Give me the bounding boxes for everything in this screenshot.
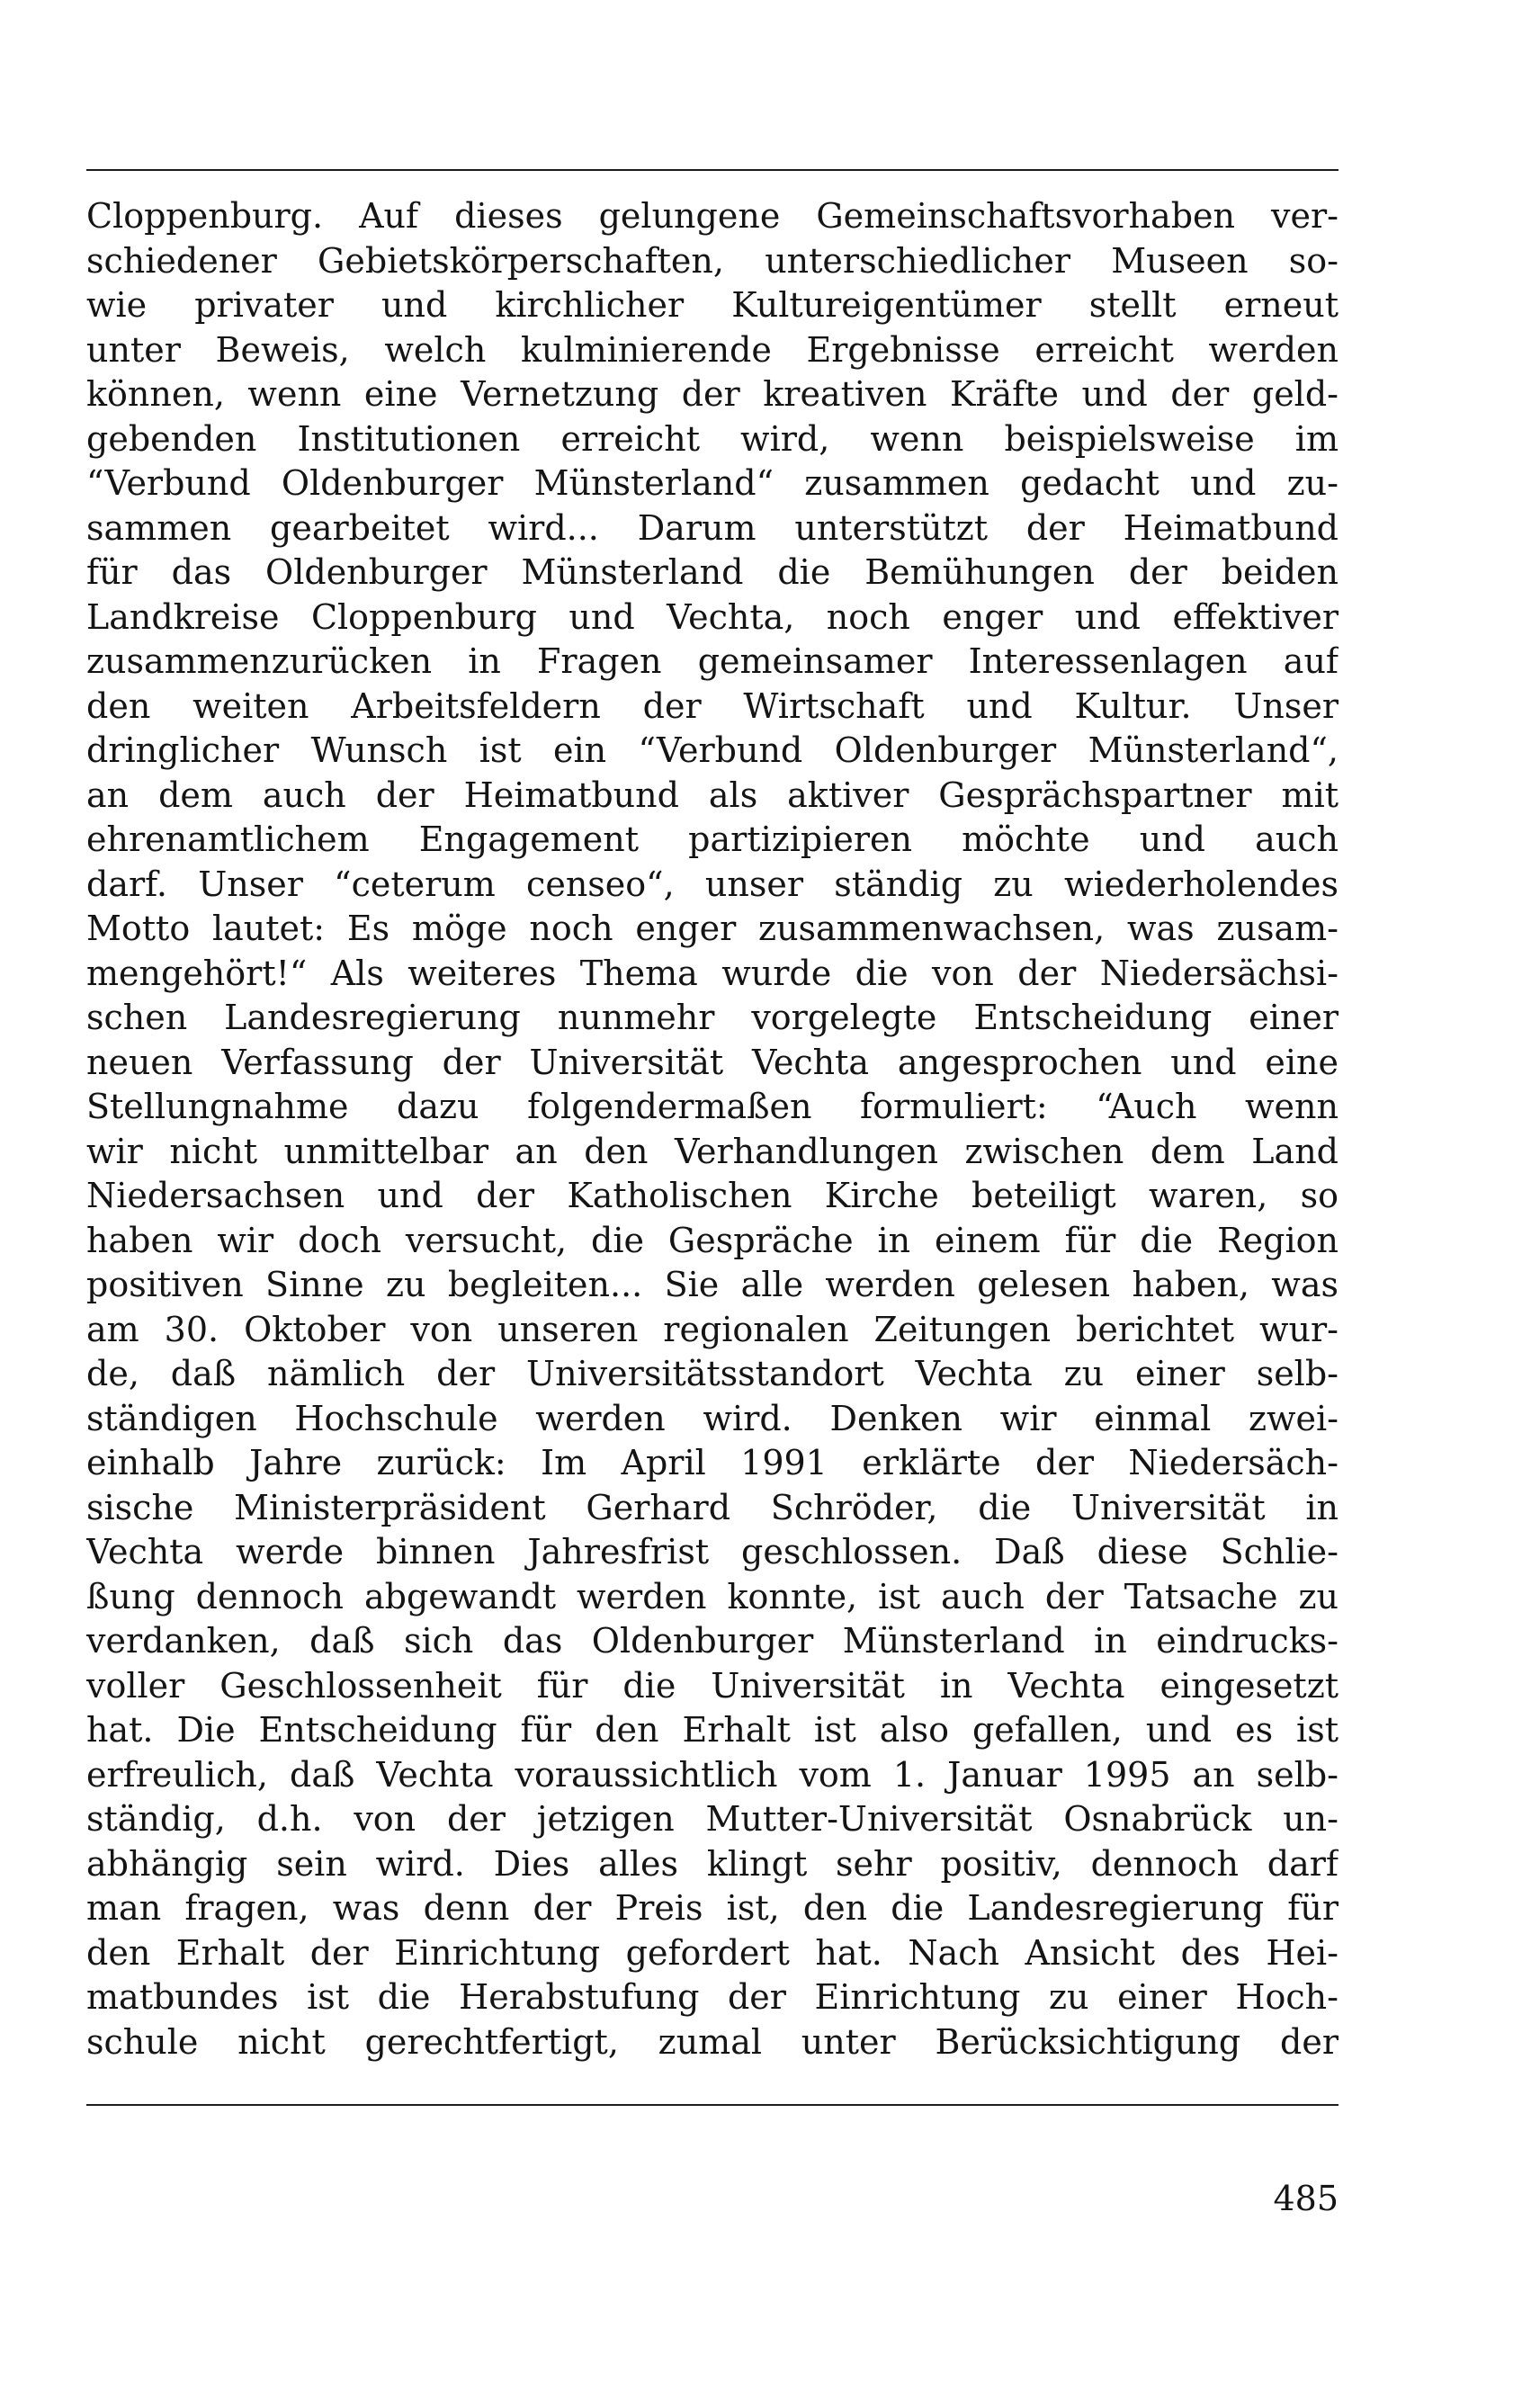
text-line: verdanken, daß sich das Oldenburger Münsterland in eindrucks- bbox=[86, 1621, 1339, 1661]
text-line: de, daß nämlich der Universitätsstandort Vechta zu einer selb- bbox=[86, 1354, 1339, 1393]
text-line: mengehört!“ Als weiteres Thema wurde die von der Niedersächsi- bbox=[86, 953, 1339, 993]
text-line: den Erhalt der Einrichtung gefordert hat. Nach Ansicht des Hei- bbox=[86, 1932, 1339, 1973]
text-line: für das Oldenburger Münsterland die Bemühungen der beiden bbox=[86, 552, 1339, 592]
text-line: am 30. Oktober von unseren regionalen Zeitungen berichtet wur- bbox=[86, 1309, 1339, 1349]
text-line: schule nicht gerechtfertigt, zumal unter Berücksichtigung der bbox=[86, 2021, 1339, 2062]
text-line: schen Landesregierung nunmehr vorgelegte Entscheidung einer bbox=[86, 998, 1339, 1037]
text-line: sammen gearbeitet wird... Darum unterstützt der Heimatbund bbox=[86, 507, 1339, 548]
text-line: ßung dennoch abgewandt werden konnte, ist auch der Tatsache zu bbox=[86, 1576, 1339, 1616]
text-line: positiven Sinne zu begleiten... Sie alle werden gelesen haben, was bbox=[86, 1265, 1339, 1304]
body-text bbox=[86, 194, 1339, 2064]
text-line: man fragen, was denn der Preis ist, den die Landesregierung für bbox=[86, 1888, 1339, 1928]
text-line: voller Geschlossenheit für die Universität in Vechta eingesetzt bbox=[86, 1665, 1339, 1706]
text-line: haben wir doch versucht, die Gespräche in einem für die Region bbox=[86, 1220, 1339, 1260]
text-line: ständig, d.h. von der jetzigen Mutter-Universität Osnabrück un- bbox=[86, 1799, 1339, 1839]
text-line: matbundes ist die Herabstufung der Einrichtung zu einer Hoch- bbox=[86, 1977, 1339, 2017]
text-line: erfreulich, daß Vechta voraussichtlich vom 1. Januar 1995 an selb- bbox=[86, 1754, 1339, 1795]
text-line: Vechta werde binnen Jahresfrist geschlossen. Daß diese Schlie- bbox=[86, 1532, 1339, 1572]
page-number: 485 bbox=[1273, 2179, 1339, 2218]
text-line: den weiten Arbeitsfeldern der Wirtschaft und Kultur. Unser bbox=[86, 685, 1339, 726]
text-line: Niedersachsen und der Katholischen Kirche beteiligt waren, so bbox=[86, 1176, 1339, 1215]
text-line: an dem auch der Heimatbund als aktiver Gesprächspartner mit bbox=[86, 775, 1339, 815]
text-line: hat. Die Entscheidung für den Erhalt ist also gefallen, und es ist bbox=[86, 1710, 1339, 1750]
text-line: Cloppenburg. Auf dieses gelungene Gemeinschaftsvorhaben ver- bbox=[86, 196, 1339, 236]
top-rule bbox=[86, 169, 1339, 171]
text-line: “Verbund Oldenburger Münsterland“ zusammen gedacht und zu- bbox=[86, 463, 1339, 503]
text-line: dringlicher Wunsch ist ein “Verbund Oldenburger Münsterland“, bbox=[86, 730, 1339, 770]
text-line: sische Ministerpräsident Gerhard Schröder, die Universität in bbox=[86, 1487, 1339, 1527]
text-line: Stellungnahme dazu folgendermaßen formuliert: “Auch wenn bbox=[86, 1087, 1339, 1126]
text-line: unter Beweis, welch kulminierende Ergebnisse erreicht werden bbox=[86, 329, 1339, 370]
text-line: schiedener Gebietskörperschaften, unterschiedlicher Museen so- bbox=[86, 240, 1339, 281]
text-line: neuen Verfassung der Universität Vechta angesprochen und eine bbox=[86, 1042, 1339, 1082]
text-line: wir nicht unmittelbar an den Verhandlungen zwischen dem Land bbox=[86, 1131, 1339, 1171]
text-line: Landkreise Cloppenburg und Vechta, noch enger und effektiver bbox=[86, 596, 1339, 637]
text-line: Motto lautet: Es möge noch enger zusammenwachsen, was zusam- bbox=[86, 909, 1339, 948]
text-line: zusammenzurücken in Fragen gemeinsamer Interessenlagen auf bbox=[86, 641, 1339, 681]
text-line: gebenden Institutionen erreicht wird, wenn beispielsweise im bbox=[86, 418, 1339, 459]
text-line: können, wenn eine Vernetzung der kreativen Kräfte und der geld- bbox=[86, 374, 1339, 414]
text-line: ehrenamtlichem Engagement partizipieren möchte und auch bbox=[86, 819, 1339, 859]
text-line: einhalb Jahre zurück: Im April 1991 erklärte der Niedersäch- bbox=[86, 1443, 1339, 1482]
text-line: darf. Unser “ceterum censeo“, unser ständig zu wiederholendes bbox=[86, 864, 1339, 904]
text-line: abhängig sein wird. Dies alles klingt sehr positiv, dennoch darf bbox=[86, 1843, 1339, 1884]
text-line: wie privater und kirchlicher Kultureigentümer stellt erneut bbox=[86, 285, 1339, 325]
text-line: ständigen Hochschule werden wird. Denken wir einmal zwei- bbox=[86, 1398, 1339, 1438]
bottom-rule bbox=[86, 2104, 1339, 2106]
